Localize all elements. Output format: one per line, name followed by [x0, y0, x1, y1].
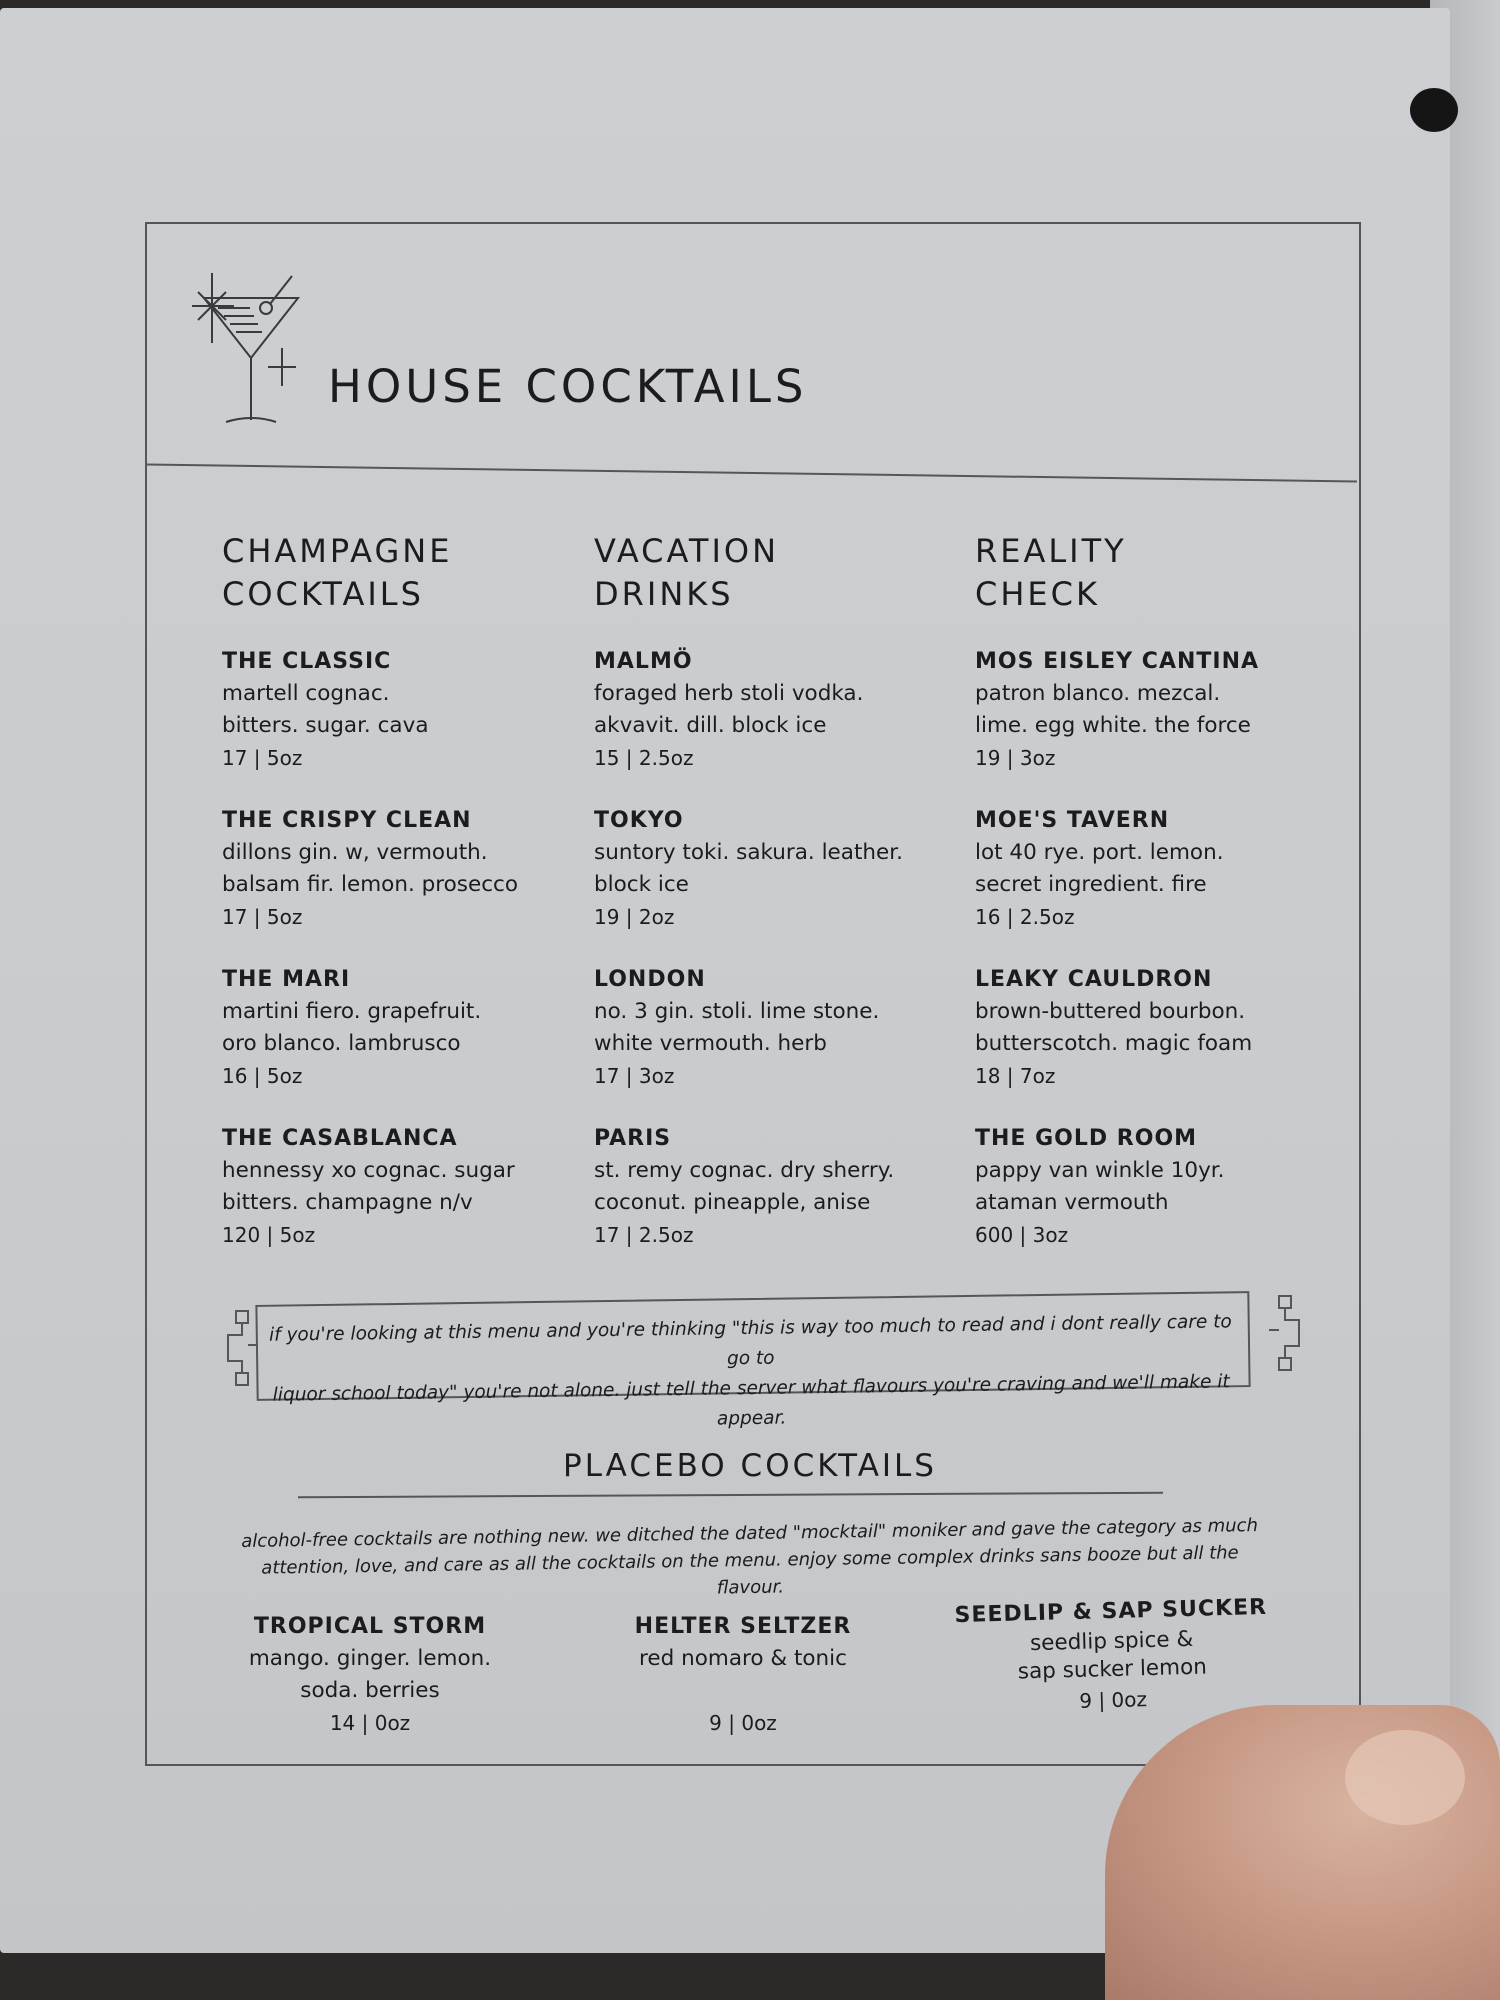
drink-description: hennessy xo cognac. sugar bitters. champagne n/v — [222, 1158, 515, 1215]
drink-price: 17 | 5oz — [222, 905, 303, 929]
column-champagne — [222, 530, 562, 1282]
menu-item — [222, 964, 562, 1092]
drink-price: 16 | 2.5oz — [975, 905, 1075, 929]
drink-name: THE CASABLANCA — [222, 1126, 458, 1151]
menu-item — [210, 1611, 530, 1739]
menu-item — [594, 964, 964, 1092]
drink-price: 9 | 0oz — [709, 1711, 777, 1735]
drink-name: TOKYO — [594, 808, 684, 833]
note-text: if you're looking at this menu and you're thinking "this is way too much to read and i dont really care to go to liquor school today" you're not alone. just tell the server what flavours you're craving and we'll make it appear. — [268, 1311, 1232, 1430]
drink-description: brown-buttered bourbon. butterscotch. magic foam — [975, 999, 1253, 1056]
drink-description: martell cognac. bitters. sugar. cava — [222, 681, 429, 738]
thumbnail — [1345, 1730, 1465, 1825]
drink-price: 17 | 3oz — [594, 1064, 675, 1088]
drink-description: mango. ginger. lemon. soda. berries — [248, 1646, 492, 1703]
menu-item — [222, 1123, 562, 1251]
section-title: PLACEBO COCKTAILS — [563, 1448, 937, 1484]
menu-item — [594, 1123, 964, 1251]
drink-name: MALMÖ — [594, 649, 693, 674]
drink-price: 120 | 5oz — [222, 1223, 316, 1247]
drink-price: 17 | 2.5oz — [594, 1223, 694, 1247]
column-heading: REALITY CHECK — [975, 532, 1127, 613]
drink-name: TROPICAL STORM — [253, 1614, 487, 1639]
drink-name: THE MARI — [222, 967, 351, 992]
drink-description: st. remy cognac. dry sherry. coconut. pineapple, anise — [594, 1158, 895, 1215]
drink-price: 15 | 2.5oz — [594, 746, 694, 770]
drink-description: foraged herb stoli vodka. akvavit. dill. block ice — [594, 681, 864, 738]
drink-description: suntory toki. sakura. leather. block ice — [594, 840, 903, 897]
punch-hole — [1410, 88, 1458, 132]
drink-name: THE CRISPY CLEAN — [222, 808, 472, 833]
drink-description: seedlip spice & sap sucker lemon — [1017, 1626, 1208, 1685]
drink-name: THE CLASSIC — [222, 649, 392, 674]
menu-item — [222, 646, 562, 774]
menu-item — [975, 1123, 1325, 1251]
drink-price: 14 | 0oz — [329, 1711, 411, 1735]
drink-name: LEAKY CAULDRON — [975, 967, 1213, 992]
drink-price: 600 | 3oz — [975, 1223, 1069, 1247]
menu-item — [940, 1592, 1283, 1721]
drink-price: 18 | 7oz — [975, 1064, 1056, 1088]
drink-description: lot 40 rye. port. lemon. secret ingredient. fire — [975, 840, 1224, 897]
menu-item — [583, 1611, 903, 1739]
drink-price: 9 | 0oz — [1079, 1687, 1148, 1713]
drink-description: martini fiero. grapefruit. oro blanco. lambrusco — [222, 999, 482, 1056]
menu-item — [222, 805, 562, 933]
menu-item — [975, 805, 1325, 933]
menu-item — [594, 805, 964, 933]
cocktail-glass-icon — [188, 268, 308, 438]
menu-item — [975, 964, 1325, 1092]
drink-name: MOE'S TAVERN — [975, 808, 1170, 833]
menu-item — [594, 646, 964, 774]
column-vacation — [594, 530, 964, 1282]
drink-name: THE GOLD ROOM — [975, 1126, 1198, 1151]
drink-name: SEEDLIP & SAP SUCKER — [954, 1594, 1268, 1629]
page-title: HOUSE COCKTAILS — [328, 360, 808, 413]
ornamental-knot-icon — [1245, 1290, 1305, 1380]
drink-price: 19 | 2oz — [594, 905, 675, 929]
drink-description: dillons gin. w, vermouth. balsam fir. lemon. prosecco — [222, 840, 519, 897]
drink-price: 16 | 5oz — [222, 1064, 303, 1088]
column-heading: CHAMPAGNE COCKTAILS — [222, 532, 453, 613]
drink-name: HELTER SELTZER — [634, 1614, 852, 1639]
column-reality — [975, 530, 1325, 1282]
drink-name: LONDON — [594, 967, 706, 992]
drink-price: 19 | 3oz — [975, 746, 1056, 770]
menu-item — [975, 646, 1325, 774]
drink-description: patron blanco. mezcal. lime. egg white. the force — [975, 681, 1251, 738]
drink-description: no. 3 gin. stoli. lime stone. white vermouth. herb — [594, 999, 880, 1056]
drink-name: MOS EISLEY CANTINA — [975, 649, 1260, 674]
drink-name: PARIS — [594, 1126, 672, 1151]
column-heading: VACATION DRINKS — [594, 532, 780, 613]
drink-price: 17 | 5oz — [222, 746, 303, 770]
section-intro: alcohol-free cocktails are nothing new. we ditched the dated "mocktail" moniker and gave the category as much attention, love, and care as all the cocktails on the menu. enjoy some complex drinks sans booze but all the flavour. — [241, 1515, 1259, 1599]
drink-description: red nomaro & tonic — [639, 1646, 847, 1671]
drink-description: pappy van winkle 10yr. ataman vermouth — [975, 1158, 1225, 1215]
